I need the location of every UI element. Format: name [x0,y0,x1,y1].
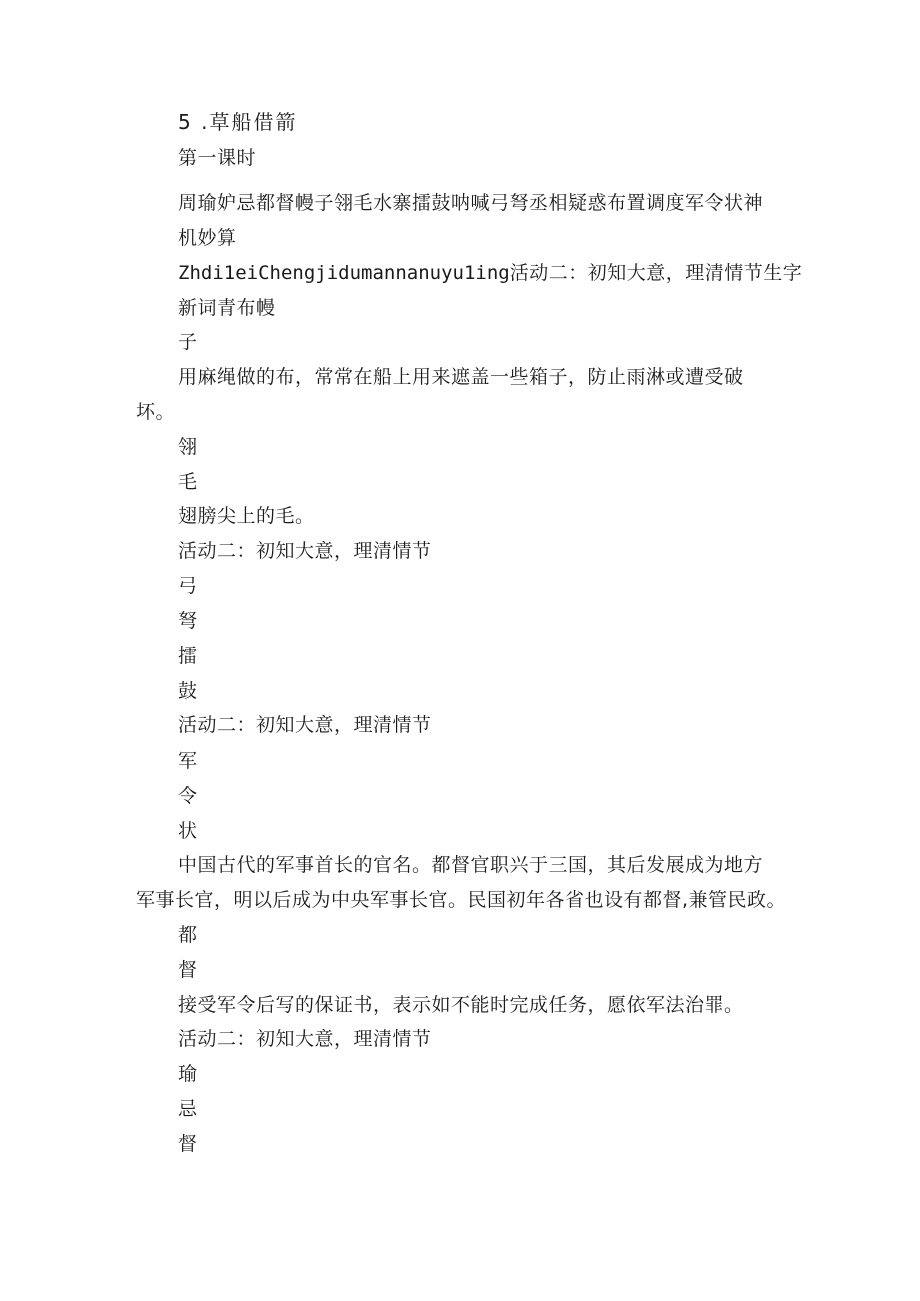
activity-heading-a: 活动二：初知大意，理清情节 [178,540,432,562]
vocabulary-line-2: 机妙算 [178,227,237,249]
char-yu: 瑜 [178,1063,198,1085]
definition-manzi-1: 用麻绳做的布，常常在船上用来遮盖一些箱子，防止雨淋或遭受破 [178,366,744,388]
pinyin-text: Zhdi1eiChengjidumannanuyu1ing [178,262,510,284]
activity-heading-c: 活动二：初知大意，理清情节 [178,1028,432,1050]
char-du-3: 督 [178,1133,198,1155]
char-ling-2: 令 [178,785,198,807]
char-du-2: 督 [178,959,198,981]
definition-manzi-2: 坏。 [136,401,176,423]
char-lei: 擂 [178,645,198,667]
char-zhuang: 状 [178,820,198,842]
activity-heading-b: 活动二：初知大意，理清情节 [178,714,432,736]
definition-dudu-1: 中国古代的军事首长的官名。都督官职兴于三国，其后发展成为地方 [178,854,764,876]
definition-dudu-2: 军事长官，明以后成为中央军事长官。民国初年各省也设有都督,兼管民政。 [136,889,787,911]
definition-lingmao: 翅膀尖上的毛。 [178,505,315,527]
vocabulary-line-1: 周瑜妒忌都督幔子翎毛水寨擂鼓呐喊弓弩丞相疑惑布置调度军令状神 [178,192,764,214]
char-ling: 翎 [178,436,198,458]
char-ji: 忌 [178,1098,198,1120]
char-zi: 子 [178,331,198,353]
char-gong: 弓 [178,575,198,597]
definition-junlingzhuang: 接受军令后写的保证书，表示如不能时完成任务，愿依军法治罪。 [178,994,744,1016]
activity-heading-inline: 活动二：初知大意，理清情节生字 [509,262,803,284]
char-nu: 弩 [178,610,198,632]
lesson-subtitle: 第一课时 [178,147,257,169]
pinyin-activity-line [178,261,802,285]
new-words-line: 新词青布幔 [178,297,276,319]
char-jun: 军 [178,750,198,772]
char-du: 都 [178,924,198,946]
lesson-title: 5 .草船借箭 [178,110,298,134]
char-mao: 毛 [178,471,198,493]
char-gu: 鼓 [178,680,198,702]
